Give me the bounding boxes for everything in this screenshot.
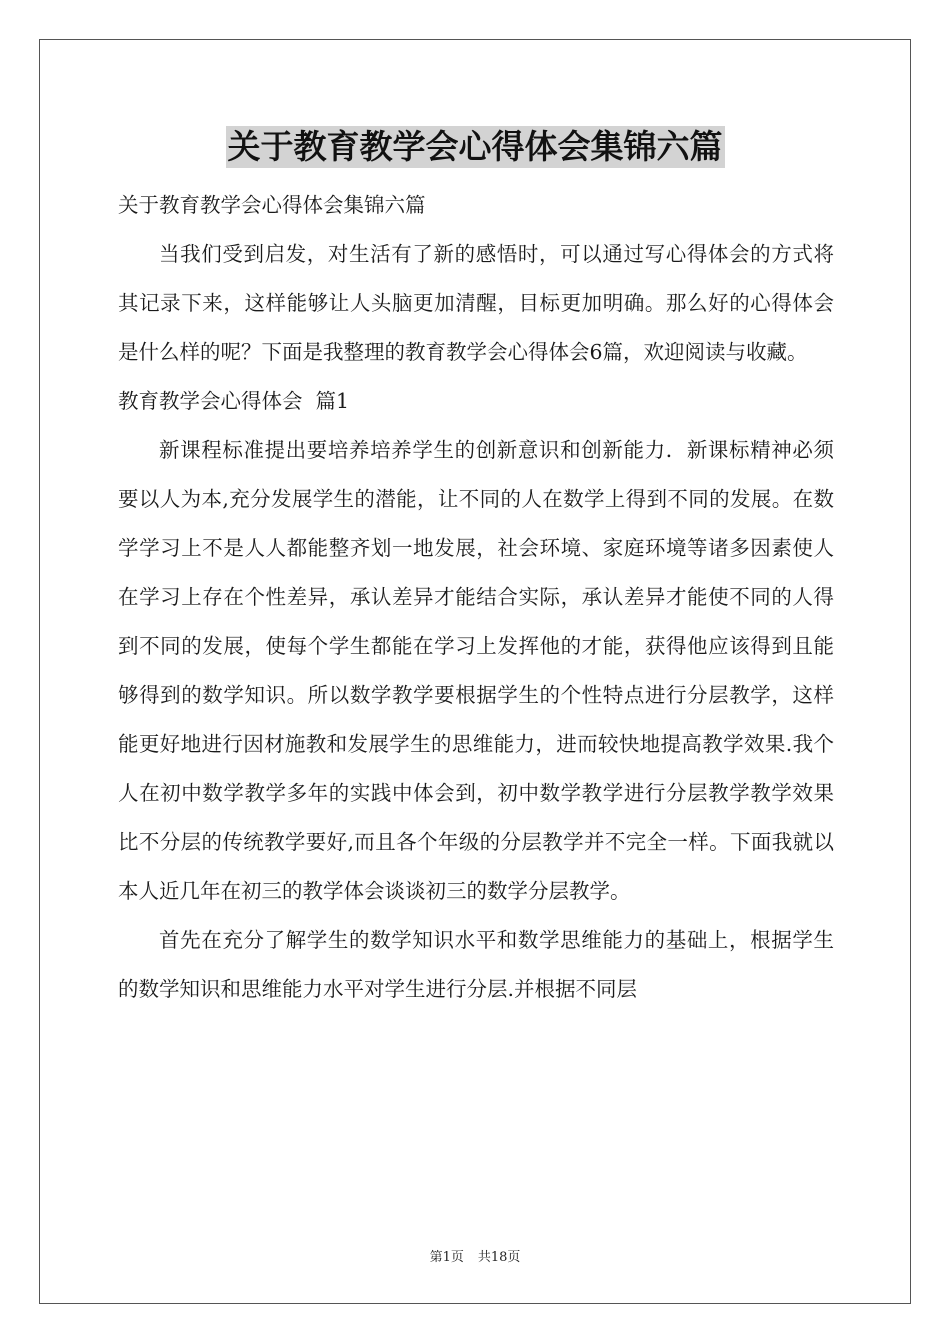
- title-wrap: [0, 126, 950, 168]
- section-heading: 教育教学会心得体会 篇1: [118, 389, 350, 413]
- document-body: [118, 181, 834, 1014]
- page-footer: [0, 1246, 950, 1265]
- page-number: 第1页: [429, 1250, 464, 1265]
- body-paragraph: 新课程标准提出要培养培养学生的创新意识和创新能力．新课标精神必须要以人为本,充分发展学生的潜能，让不同的人在数学上得到不同的发展。在数学学习上不是人人都能整齐划一地发展，社会环境、家庭环境等诸多因素使人在学习上存在个性差异，承认差异才能结合实际，承认差异才能使不同的人得到不同的发展，使每个学生都能在学习上发挥他的才能，获得他应该得到且能够得到的数学知识。所以数学教学要根据学生的个性特点进行分层教学，这样能更好地进行因材施教和发展学生的思维能力，进而较快地提高教学效果.我个人在初中数学教学多年的实践中体会到，初中数学教学进行分层教学教学效果比不分层的传统教学要好,而且各个年级的分层教学并不完全一样。下面我就以本人近几年在初三的教学体会谈谈初三的数学分层教学。: [118, 438, 834, 903]
- document-title: 关于教育教学会心得体会集锦六篇: [227, 127, 723, 166]
- page-total: 共18页: [477, 1250, 521, 1265]
- document-subtitle: 关于教育教学会心得体会集锦六篇: [118, 193, 426, 217]
- body-paragraph: 首先在充分了解学生的数学知识水平和数学思维能力的基础上，根据学生的数学知识和思维能力水平对学生进行分层.并根据不同层: [118, 928, 834, 1001]
- intro-paragraph: 当我们受到启发，对生活有了新的感悟时，可以通过写心得体会的方式将其记录下来，这样能够让人头脑更加清醒，目标更加明确。那么好的心得体会是什么样的呢？下面是我整理的教育教学会心得体会6篇，欢迎阅读与收藏。: [118, 242, 834, 364]
